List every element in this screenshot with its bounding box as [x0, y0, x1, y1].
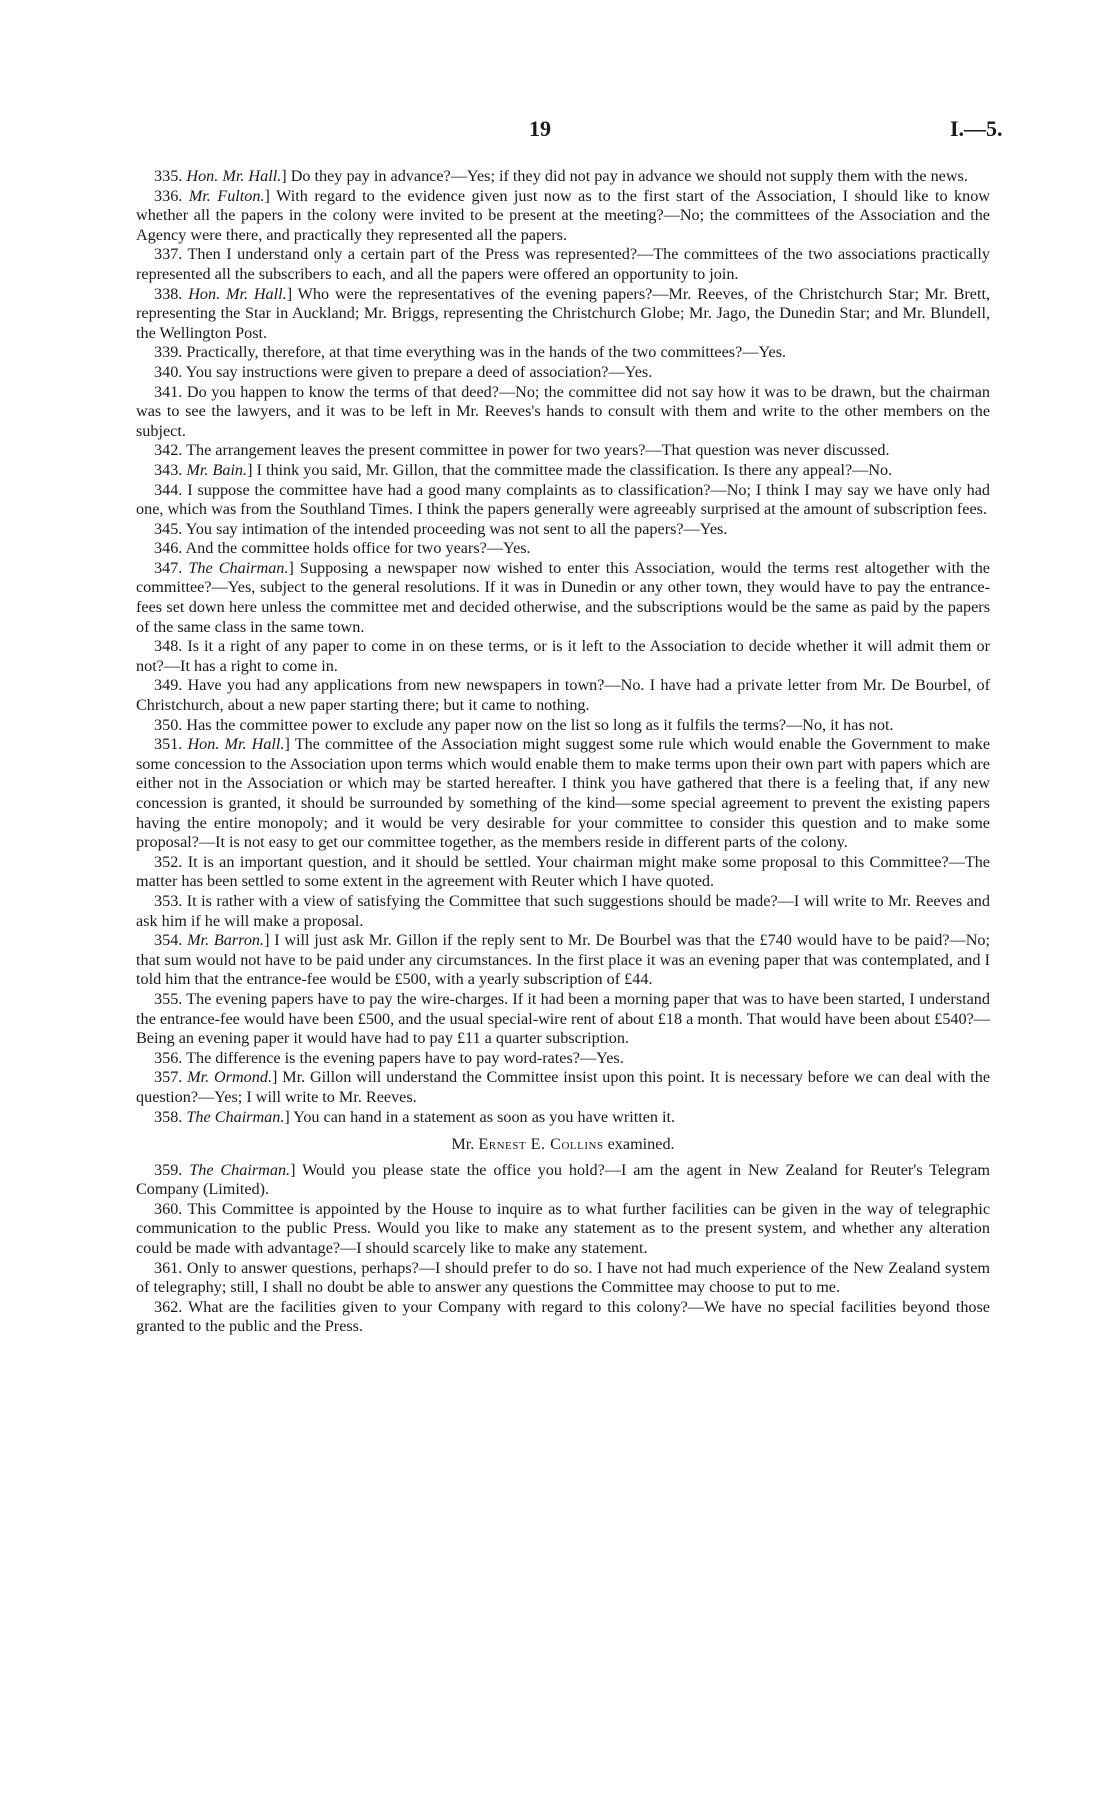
speaker-name: The Chairman. — [189, 1160, 291, 1179]
question-number: 353. — [154, 891, 183, 910]
question-paragraph — [136, 520, 990, 540]
question-number: 336. — [154, 186, 183, 205]
page-header — [0, 116, 1114, 146]
question-text: Have you had any applications from new newspapers in town?—No. I have had a private letter from Mr. De Bourbel, of Christchurch, about a new paper starting there; but it came to nothing. — [136, 676, 990, 715]
speaker-name: The Chairman. — [186, 1107, 285, 1126]
question-paragraph — [136, 931, 990, 990]
question-number: 342. — [154, 441, 183, 460]
witness-heading — [136, 1135, 990, 1155]
question-number: 357. — [154, 1068, 183, 1087]
question-number: 338. — [154, 284, 183, 303]
speaker-name: Mr. Fulton. — [188, 186, 265, 205]
question-number: 339. — [154, 343, 183, 362]
question-number: 361. — [154, 1258, 183, 1277]
question-paragraph — [136, 441, 990, 461]
question-paragraph — [136, 1259, 990, 1298]
question-paragraph — [136, 1068, 990, 1107]
question-text: ] Would you please state the office you hold?—I am the agent in New Zealand for Reuter's Telegram Company (Limited). — [136, 1160, 990, 1199]
question-paragraph — [136, 1200, 990, 1259]
question-text: I suppose the committee have had a good many complaints as to classification?—No; I think I may say we have only had one, which was from the Southland Times. I think the papers generally were agreeably surprised at the amount of subscription fees. — [136, 480, 990, 519]
heading-suffix: examined. — [603, 1135, 675, 1154]
question-paragraph — [136, 1298, 990, 1337]
question-text: The evening papers have to pay the wire-charges. If it had been a morning paper that was to have been started, I understand the entrance-fee would have been £500, and the usual special-wire rent of about £18 a month. That would have been about £540?—Being an evening paper it would have had to pay £11 a quarter subscription. — [136, 989, 990, 1048]
question-paragraph — [136, 1161, 990, 1200]
question-text: ] Who were the representatives of the evening papers?—Mr. Reeves, of the Christchurch Star; Mr. Brett, representing the Star in Auckland; Mr. Briggs, representing the Christchurch Globe; Mr. Jago, the Dunedin Star; and Mr. Blundell, the Wellington Post. — [136, 284, 990, 342]
question-text: Do you happen to know the terms of that deed?—No; the committee did not say how it was to be drawn, but the chairman was to see the lawyers, and it was to be left in Mr. Reeves's hands to consult with them and write to the other members on the subject. — [136, 382, 990, 440]
witness-name: Ernest E. Collins — [478, 1135, 604, 1154]
question-text: ] Supposing a newspaper now wished to enter this Association, would the terms rest altogether with the committee?—Yes, subject to the general resolutions. If it was in Dunedin or any other town, they would have to pay the entrance-fees set down here unless the committee met and decided otherwise, and the subscriptions would be the same as paid by the papers of the same class in the same town. — [136, 558, 990, 636]
page-number: 19 — [529, 116, 551, 141]
question-paragraph — [136, 1108, 990, 1128]
question-paragraph — [136, 637, 990, 676]
question-number: 340. — [154, 362, 183, 381]
question-number: 360. — [154, 1199, 183, 1218]
question-paragraph — [136, 892, 990, 931]
question-text: Then I understand only a certain part of the Press was represented?—The committees of the two associations practically represented all the subscribers to each, and all the papers were offered an opportunity to join. — [136, 245, 990, 283]
question-text: ] The committee of the Association might suggest some rule which would enable the Government to make some concession to the Association upon terms which would enable them to make terms upon their own part with papers which are either not in the Association or which may be started hereafter. I think you have gathered that there is a feeling that, if any new concession is granted, it should be surrounded by something of the kind—some special agreement to prevent the existing papers having the entire monopoly; and it would be very desirable for your committee to consider this question and to make some proposal?—It is not easy to get our committee together, as the members reside in different parts of the colony. — [136, 735, 991, 852]
speaker-name: Mr. Barron. — [187, 931, 265, 950]
heading-prefix: Mr. — [451, 1135, 479, 1154]
evidence-paragraphs — [136, 167, 990, 1127]
question-paragraph — [136, 167, 990, 187]
question-text: The difference is the evening papers have to pay word-rates?—Yes. — [182, 1048, 624, 1067]
question-paragraph — [136, 735, 990, 853]
question-number: 345. — [154, 519, 183, 538]
question-number: 356. — [154, 1048, 183, 1067]
question-paragraph — [136, 285, 990, 344]
question-text: You say intimation of the intended proceeding was not sent to all the papers?—Yes. — [182, 519, 728, 538]
evidence-paragraphs-continued — [136, 1161, 990, 1337]
question-paragraph — [136, 481, 990, 520]
speaker-name: Hon. Mr. Hall. — [186, 167, 282, 185]
speaker-name: Mr. Ormond. — [187, 1068, 272, 1087]
question-number: 355. — [154, 989, 183, 1008]
question-paragraph — [136, 383, 990, 442]
question-text: Has the committee power to exclude any paper now on the list so long as it fulfils the terms?—No, it has not. — [182, 715, 894, 734]
evidence-text — [136, 167, 990, 1337]
question-text: ] With regard to the evidence given just now as to the first start of the Association, I should like to know whether all the papers in the colony were invited to be present at the meeting?—No; the committees of the Association and the Agency were there, and practically they represented all the papers. — [136, 186, 990, 244]
speaker-name: Hon. Mr. Hall. — [187, 735, 285, 754]
question-number: 354. — [154, 931, 183, 950]
question-paragraph — [136, 539, 990, 559]
question-paragraph — [136, 363, 990, 383]
question-paragraph — [136, 187, 990, 246]
question-text: And the committee holds office for two years?—Yes. — [182, 539, 531, 558]
question-text: ] I will just ask Mr. Gillon if the reply sent to Mr. De Bourbel was that the £740 would have to be paid?—No; that sum would not have to be paid under any circumstances. In the first place it was an evening paper that was contemplated, and I told him that the entrance-fee would be £500, with a yearly subscription of £44. — [136, 931, 991, 989]
question-number: 337. — [154, 245, 183, 264]
question-number: 335. — [154, 167, 183, 185]
question-number: 349. — [154, 676, 183, 695]
question-text: It is rather with a view of satisfying the Committee that such suggestions should be made?—I will write to Mr. Reeves and ask him if he will make a proposal. — [136, 891, 990, 930]
question-number: 347. — [154, 558, 183, 577]
question-paragraph — [136, 461, 990, 481]
question-text: This Committee is appointed by the House to inquire as to what further facilities can be given in the way of telegraphic communication to the public Press. Would you like to make any statement as to the present system, and whether any alteration could be made with advantage?—I should scarcely like to make any statement. — [136, 1199, 990, 1258]
question-text: Practically, therefore, at that time everything was in the hands of the two committees?—Yes. — [182, 343, 787, 362]
question-number: 352. — [154, 852, 183, 871]
question-number: 351. — [154, 735, 183, 754]
question-paragraph — [136, 853, 990, 892]
question-text: Only to answer questions, perhaps?—I should prefer to do so. I have not had much experience of the New Zealand system of telegraphy; still, I shall no doubt be able to answer any questions the Committee may choose to put to me. — [136, 1258, 990, 1297]
question-paragraph — [136, 676, 990, 715]
question-text: The arrangement leaves the present committee in power for two years?—That question was never discussed. — [182, 441, 890, 460]
document-code: I.—5. — [950, 116, 1003, 141]
question-text: It is an important question, and it should be settled. Your chairman might make some proposal to this Committee?—The matter has been settled to some extent in the agreement with Reuter which I have quoted. — [136, 852, 990, 891]
question-text: What are the facilities given to your Company with regard to this colony?—We have no special facilities beyond those granted to the public and the Press. — [136, 1297, 990, 1336]
speaker-name: Hon. Mr. Hall. — [188, 284, 287, 303]
question-paragraph — [136, 559, 990, 637]
question-number: 350. — [154, 715, 183, 734]
question-number: 348. — [154, 637, 183, 656]
question-paragraph — [136, 716, 990, 736]
question-text: ] I think you said, Mr. Gillon, that the committee made the classification. Is there any appeal?—No. — [247, 460, 893, 479]
question-paragraph — [136, 343, 990, 363]
question-number: 362. — [154, 1297, 183, 1316]
speaker-name: The Chairman. — [188, 558, 289, 577]
speaker-name: Mr. Bain. — [186, 460, 248, 479]
question-number: 359. — [154, 1160, 183, 1179]
question-text: ] Do they pay in advance?—Yes; if they did not pay in advance we should not supply them with the news. — [281, 167, 968, 185]
question-number: 346. — [154, 539, 183, 558]
question-paragraph — [136, 990, 990, 1049]
question-text: ] You can hand in a statement as soon as you have written it. — [284, 1107, 676, 1126]
question-number: 343. — [154, 460, 183, 479]
question-text: ] Mr. Gillon will understand the Committee insist upon this point. It is necessary before we can deal with the question?—Yes; I will write to Mr. Reeves. — [136, 1068, 991, 1106]
question-paragraph — [136, 1049, 990, 1069]
question-text: Is it a right of any paper to come in on these terms, or is it left to the Association to decide whether it will admit them or not?—It has a right to come in. — [136, 637, 990, 675]
question-number: 358. — [154, 1107, 183, 1126]
question-number: 341. — [154, 382, 183, 401]
question-paragraph — [136, 245, 990, 284]
question-text: You say instructions were given to prepare a deed of association?—Yes. — [182, 362, 653, 381]
question-number: 344. — [154, 480, 183, 499]
